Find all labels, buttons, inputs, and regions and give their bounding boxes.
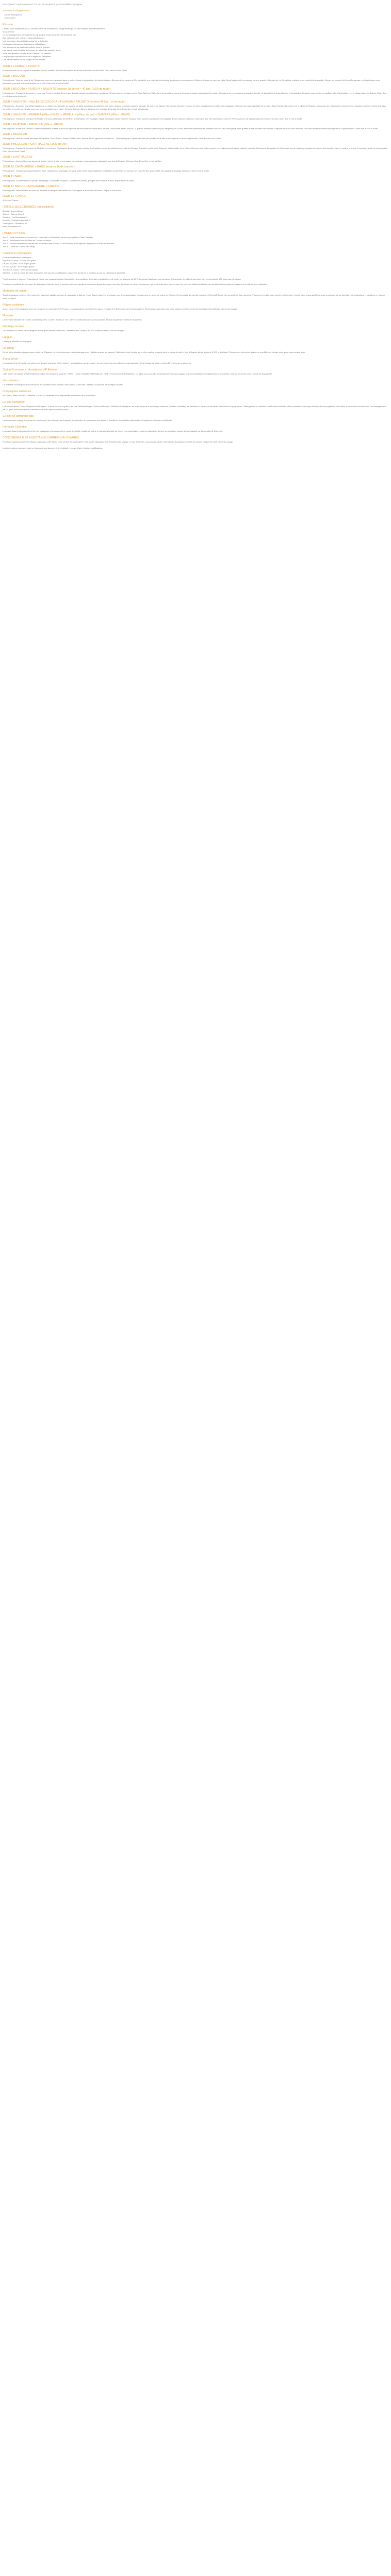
resume-line: Les paysages spectaculaires de la région du Santander — [3, 56, 51, 58]
prix-ne-comprend-pas-section — [3, 414, 388, 422]
langue-section — [3, 335, 388, 343]
conditions-line: A plus de 30 jours : 10% du prix global — [3, 260, 36, 262]
options-heading: PACKS OPTIONS — [3, 232, 25, 235]
decalage-section — [3, 325, 388, 332]
day-text: Petit-déjeuner. Transfert à l'aéroport de Medellín et envol pour Carthagène des Indes, joyau colonial des Caraïbes classé au patrimoine mondial de l'Unesco. Transfert à votre hôtel. Déjeuner. Visite guidée de la ville fortifiée avec ses ruelles pavées, ses balcons fleuris et ses maisons colorées. Découverte du quartier de Getsemaní, ancien faubourg populaire devenu un lieu branché, haut en couleur et animé. Coucher de soleil sur les remparts. Dîner libre et nuit à l'hôtel. — [3, 147, 388, 152]
formalite-text: Les ressortissants français doivent être en possession d'un passeport en cours de validité, valable au moins 6 mois après la date de retour. Les ressortissants d'autres nationalités doivent se renseigner auprès de l'ambassade ou du consulat de Colombie. — [3, 430, 223, 432]
option-line: Jour 10 : Visite de Castillo San Felipe. — [3, 246, 36, 248]
prix-ne-comprend-pas-heading: Ce prix ne comprend pas — [3, 415, 34, 418]
bon-savoir-section — [3, 357, 388, 365]
day-text: Embarquement sur vol régulier à destination de la Colombie. Accueil francophone à l'arrivée et transfert à votre hôtel. Dîner libre et nuit à l'hôtel. — [3, 70, 127, 72]
page — [0, 0, 391, 461]
resume-line: Laissez-vous surprendre par la Colombie, terre de contrastes au visage étoilé qui est une invitation à l'émerveillement. — [3, 28, 105, 30]
day-block — [3, 175, 388, 182]
vous-aimerez-heading: Vous aimerez — [3, 379, 20, 382]
day-block — [3, 184, 388, 192]
day-title: JOUR 5 SALENTO > PEREIRA (40km-01h20) > MEDELLIN (45mn de vol) > GUATAPÉ (60km - 01h20) — [3, 113, 131, 116]
prix-comprend-text: Le transport aérien France / Bogota et Carthagène / France sur vols réguliers, les vols intérieurs Bogota / Pereira et Pereira / Medellín / Carthagène, les taxes aéroport et surcharges carburant (montant révisable), les transferts et transports terrestres mentionnés au programme, l'hébergement en chambre double dans les hôtels cités ou similaires, les repas mentionnés au programme, les visites et excursions mentionnées, l'accompagnement par un guide local francophone, l'assistance de notre représentant sur place. — [3, 405, 386, 411]
day-title: JOUR 10 CARTHAGÈNE > BARU (environ 1h de transfert) — [3, 165, 76, 168]
day-title: JOUR 11 BARU — [3, 175, 23, 178]
day-block — [3, 142, 388, 153]
regles-text: Aucun vaccin n'est obligatoire pour les voyageurs en provenance de France. Les vaccinations contre la fièvre jaune, l'hépatite A et la typhoïde sont recommandées. Renseignez-vous auprès de votre médecin ou d'un centre de vaccination internationale avant votre départ. — [3, 308, 237, 310]
conditions-section — [3, 251, 388, 275]
vous-aimerez-section — [3, 379, 388, 386]
hotel-line: Medellín : Poblado Alejandría 4* — [3, 219, 31, 222]
day-text: Petit-déjeuner. Selon l'horaire de votre vol, transfert à l'aéroport international de Carthagène et envol vers la France. Repas et nuit à bord. — [3, 190, 122, 192]
resume-line: Une pause détente sur les plages de San Andrés — [3, 59, 45, 61]
conciergerie-section — [3, 436, 388, 444]
day-block — [3, 194, 388, 202]
day-text: Petit-déjeuner. Visite du marché de Paloquemao pour une immersion dans la culture locale et dégustation de fruits exotiques. Découverte du musée de l'Or, qui abrite une collection inestimable de pièces précolombiennes. Déjeuner typique en cours de visite. Dans l'après-midi, promenade dans le quartier historique de La Candelaria, véritable cœur colonial de la capitale. Montée au sommet du Cerro Monserrate, en téléphérique ou en funiculaire, pour une vue panoramique sur la ville. Dîner libre et nuit à l'hôtel. — [3, 79, 381, 84]
monnaie-text: La monnaie nationale est le peso colombien (COP). 1 EUR = environ 4 700 COP. Les cartes bancaires sont acceptées dans la majorité des hôtels et restaurants. — [3, 319, 142, 321]
conditions-line: De 14 à 7 jours : 60 % du prix global — [3, 266, 35, 268]
conditions-line: Attention : le prix du forfait de votre séjour peut être soumis à modification, notamment du fait de la variation du prix du carburant et des taxes. — [3, 272, 126, 274]
hotel-line: Salento : Salento Real 3* — [3, 213, 25, 215]
hotels-section — [3, 205, 388, 228]
day-block — [3, 132, 388, 140]
bon-savoir-text: Le courant est de 110 volts. Les prises sont de type américain (fiches plates) : un adaptateur est nécessaire. Le pourboire n'est pas obligatoire mais apprécié ; il est d'usage de laisser environ 10 % dans les restaurants. — [3, 362, 191, 364]
hotel-line: Barú : Decameron 4* — [3, 226, 21, 228]
prix-comprend-heading: Ce prix comprend — [3, 401, 25, 404]
compagnies-text: Air France, Iberia, Avianca, Lufthansa, LATAM ou similaires selon disponibilité au moment de la réservation. — [3, 395, 96, 397]
resume-line: Les joyaux coloniaux de Carthagène et Barichara — [3, 43, 45, 45]
modalites-heading: Modalités de séjour : — [3, 290, 28, 293]
resume-heading: Résumé — [3, 23, 13, 26]
day-text: Petit-déjeuner. Route vers Medellín, autrefois tristement célèbre, aujourd'hui symbole de renouveau et d'innovation urbaine. Découverte de la Comuna 13, quartier autrefois parmi les plus dangereux de la ville, désormais transformé en véritable musée à ciel ouvert grâce à ses graffitis et ses escaliers mécaniques. Déjeuner local en cours de visite. Puis découverte du centre historique et de la place Botero. Dîner libre et nuit à l'hôtel. — [3, 128, 378, 130]
climat-heading: Le climat — [3, 347, 14, 350]
itinerary-section — [3, 64, 388, 202]
formalite-heading: Formalité Colombie — [3, 426, 27, 429]
day-block — [3, 100, 388, 111]
day-text: Petit-déjeuner. Transfert à l'aéroport et envol pour Pereira, capitale de la région du café, classée au patrimoine mondial de l'Unesco. Arrivée et route vers la Zona Cafetera. Visite d'une finca caféière, cœur de l'économie locale depuis plus d'un siècle. Découverte du processus de production du café, de la cueillette à la torréfaction, et dégustation. Déjeuner dans une ferme traditionnelle. Continuation vers le village coloré de Salento. Dîner libre et nuit dans votre hacienda. — [3, 92, 387, 97]
conditions-line: Frais de modification / annulation : — [3, 257, 32, 259]
climat-text: Du fait de sa situation géographique proche de l'Équateur, le climat colombien varie davantage avec l'altitude qu'avec les saisons. Il fait chaud toute l'année sur la côte caraïbe, tempéré dans la région du café et frais à Bogota, située à plus de 2 600 m d'altitude. Prévoyez des vêtements adaptés à ces différents climats, ainsi qu'un imperméable léger. — [3, 351, 306, 353]
conditions-line: A moins de 7 jours : 100% du prix global — [3, 269, 38, 271]
vous-aimerez-text: Un itinéraire complet pour découvrir toutes les facettes de la Colombie, des Andes à la mer des Caraïbes, en passant par la région du café. — [3, 384, 123, 386]
conditions-heading: Conditions d'annulation — [3, 252, 31, 255]
day-text: Petit-déjeuner. Départ en jeep Willys (typique de la région) pour la vallée de Cocora, véritable sanctuaire du palmier à cire, arbre national colombien qui peut atteindre 60 mètres de hauteur. Randonnée d'environ 2h dans ce décor exceptionnel au milieu des montagnes. Déjeuner de truite, spécialité de la région. Dans l'après-midi, route vers le village de Filandia, connu pour son artisanat de vannerie et ses façades colorées. Promenade dans les ruelles et montée au mirador pour une vue imprenable sur la vallée. Retour à Salento, flânerie dans les rues animées de la calle Real. Dîner libre et nuit à l'hacienda. — [3, 105, 386, 110]
day-block — [3, 64, 388, 72]
option-fournisseur-text: Cette option est valable UNIQUEMENT au départ des aéroports suivants : PARIS / LYON / NANTES / MARSEILLE / NICE / TOULOUSE et BORDEAUX. Un agent vous accueille à l'aéroport et vous accompagne lors des formalités d'enregistrement et de contrôle. Tarif par personne, sous réserve de disponibilité. — [3, 373, 273, 375]
hotels-heading: HÔTELS SÉLECTIONNÉS (ou similaires) — [3, 206, 54, 209]
day-title: JOUR 4 SALENTO > VALLÉE DE COCORA > FILANDIA > SALENTO (environ 40 km - 1h de route) — [3, 100, 126, 104]
decalage-text: La Colombie a 6 heures de décalage de moins qu'en France en hiver et 7 heures en été. Lorsqu'il est 12h à Paris en hiver, il est 6h à Bogota. — [3, 330, 125, 332]
day-block — [3, 123, 388, 130]
resume-line: Une immersion dans la triade unique de la Colombie — [3, 40, 48, 42]
day-title: JOUR 13 FRANCE — [3, 195, 26, 198]
day-title: JOUR 6 GUATAPE > MEDELLIN (60km - 01h30) — [3, 123, 63, 126]
option-fournisseur-heading: Option Fournisseur : Assistance VIP Aéroport — [3, 368, 59, 371]
page-title: Description Ce prix comprend / Ce prix ne comprend pas Formalités Consignes — [3, 3, 83, 6]
hotel-line: Carthagène : 3 Banderas 4* — [3, 223, 27, 225]
decalage-heading: Décalage horaire — [3, 325, 24, 328]
day-title: JOUR 1 FRANCE > BOGOTA — [3, 65, 40, 68]
services-list — [3, 13, 388, 20]
resume-line: Un accompagnement francophone tout le long du circuit à compter du deuxième jour — [3, 34, 76, 36]
day-title: JOUR 9 CARTHAGÈNE — [3, 156, 33, 159]
services-item: • Guide francophone — [4, 13, 388, 16]
day-text: Petit-déjeuner. Journée libre pour découvrir à votre rythme la ville et ses plages, ou participer à une excursion optionnelle aux îles du Rosario. Déjeuner libre. Dîner libre et nuit à l'hôtel. — [3, 160, 162, 162]
notes-section — [3, 278, 388, 286]
day-block — [3, 87, 388, 98]
option-line: Jour 4 : Randonnée dans la Vallée de Cocora en cheval. — [3, 240, 52, 242]
modalites-section — [3, 289, 388, 300]
conditions-line: De 30 à 15 jours : 40 % du prix global — [3, 263, 36, 265]
services-heading: Services et équipements — [3, 10, 30, 12]
day-title: JOUR 8 MEDELLIN > CARTHAGÈNE (1h20 de vol) — [3, 143, 67, 146]
day-block — [3, 113, 388, 121]
formalite-section — [3, 425, 388, 433]
footer-text: Les informations contenues dans ce document sont données à titre indicatif et peuvent faire l'objet de modifications. — [3, 447, 103, 449]
prix-comprend-section — [3, 400, 388, 411]
services-section — [3, 9, 388, 20]
day-block — [3, 74, 388, 85]
resume-section — [3, 23, 388, 61]
prix-ne-comprend-pas-text: Les assurances voyage, les repas non mentionnés, les boissons, les dépenses personnelles, les pourboires aux guides et chauffeurs, les activités optionnelles, le supplément chambre individuelle. — [3, 419, 173, 421]
day-text: Arrivée en France. — [3, 199, 19, 201]
langue-heading: Langue — [3, 336, 12, 339]
monnaie-heading: Monnaie — [3, 314, 13, 317]
conciergerie-heading: CONCIERGERIE ET ASSISTANCE CARREFOUR VOYAGES — [3, 436, 79, 439]
conciergerie-text: Pour toute question avant votre départ ou pendant votre séjour, notre service de conciergerie reste à votre disposition 7j/7. Pendant votre voyage, en cas de besoin, vous pouvez joindre notre service d'assistance 24h/24 au numéro indiqué sur votre carnet de voyage. — [3, 441, 234, 443]
day-text: Petit-déjeuner. Visite du centre historique de Medellín : Plaza Botero, Palacio Rafael Uribe, Parque Berrío, Iglesia de la Veracruz... Déjeuner typique. Après-midi libre pour profiter de la ville à votre rythme ou activité optionnelle. Dîner libre et nuit à l'hôtel. — [3, 138, 222, 140]
option-line: Jour 9 : Journée détente sur une des îles du Rosario (Isla Grande ou Isla Bomba) avec déjeuner de poisson et boissons incluses. — [3, 243, 115, 245]
note-paragraph: Pour toute annulation de votre part, les frais seront calculés selon le barème ci-dessus, appliqué au montant global du voyage hors frais de dossier et primes d'assurance, qui restent dus dans tous les cas. Les prix sont établis sur la base des conditions économiques en vigueur à la date de leur publication. — [3, 283, 268, 285]
regles-section — [3, 303, 388, 311]
day-text: Petit-déjeuner. Transfert vers la péninsule de Barú, réputée pour ses plages de sable blanc et ses eaux cristallines. Installation à votre hôtel en bord de mer. Journée libre pour profiter des plaisirs de la plage. Déjeuner, dîner et nuit à l'hôtel. — [3, 170, 209, 172]
climat-section — [3, 346, 388, 354]
options-section — [3, 231, 388, 248]
hotel-line: Bogota : Tequendama 4* — [3, 210, 24, 212]
option-line: Jour 3 : Visite immersive et exclusive de l'Hacienda La Esmeralda, ancienne propriété de Pablo Escobar. — [3, 236, 94, 239]
resume-line: Des nuits dans des hôtels et haciendas typiques — [3, 37, 45, 39]
footer — [3, 447, 388, 450]
day-text: Petit-déjeuner. Transfert à l'aéroport de Pereira et envol à destination de Medellín. Continuation vers Guatapé, village pittoresque réputé pour ses zócalos, frises colorées qui décorent les façades de ses maisons. Déjeuner. Ascension des 740 marches du rocher El Peñol pour une vue spectaculaire sur le lac et ses îles. Dîner libre et nuit à l'hôtel. — [3, 118, 302, 120]
services-item: • Conducteur — [4, 16, 388, 20]
option-fournisseur-section — [3, 368, 388, 376]
note-paragraph: Pour les ventes en agence, l'inscription à l'un de nos voyages implique l'acceptation des conditions générales et particulières de vente. Un acompte de 30 % du montant total vous sera demandé à l'inscription, le solde devant nous parvenir au plus tard 35 jours avant le départ. — [3, 278, 241, 280]
resume-line: Une découverte du patrimoine caféier dans le Quindío — [3, 46, 50, 48]
monnaie-section — [3, 314, 388, 321]
day-block — [3, 165, 388, 173]
modalites-text: Tous les voyageurs doivent être munis d'un passeport valable au moins 6 mois après la date de retour. Aucun visa n'est nécessaire pour les ressortissants français pour un séjour de moins de 90 jours. Un formulaire de contrôle migratoire (Check-MIG) doit être complété en ligne dans les 72 heures précédant votre arrivée en Colombie. Il est de votre responsabilité de vous renseigner sur les formalités administratives et sanitaires en vigueur avant le départ. — [3, 294, 385, 299]
day-title: JOUR 7 MEDELLIN — [3, 133, 27, 136]
regles-heading: Règles sanitaires : — [3, 303, 26, 307]
day-title: JOUR 2 BOGOTA — [3, 75, 25, 78]
resume-line: Vous aimerez — [3, 31, 15, 33]
langue-text: La langue officielle est l'espagnol. — [3, 341, 32, 343]
hotel-line: Guatapé : Los Recuerdos 3* — [3, 216, 27, 218]
resume-line: Une balade dans la vallée de Cocora, au milieu des palmiers à cire — [3, 49, 61, 52]
compagnies-heading: Compagnies aériennes — [3, 390, 31, 393]
compagnies-section — [3, 389, 388, 397]
bon-savoir-heading: Bon à savoir — [3, 358, 18, 361]
day-title: JOUR 12 BARU > CARTHAGÈNE > FRANCE — [3, 185, 60, 188]
day-title: JOUR 3 BOGOTA > PEREIRA > SALENTO (environ 1h de vol + 40 km - 1h20 de route) — [3, 88, 110, 91]
resume-line: Visite des quartiers colorés de la Comuna 13 à Medellín — [3, 53, 52, 55]
day-text: Petit-déjeuner. Journée libre pour profiter de la plage, ou activités en option : excursion en bateau, plongée avec masque et tuba. Repas et nuit à l'hôtel. — [3, 180, 135, 182]
day-block — [3, 155, 388, 163]
